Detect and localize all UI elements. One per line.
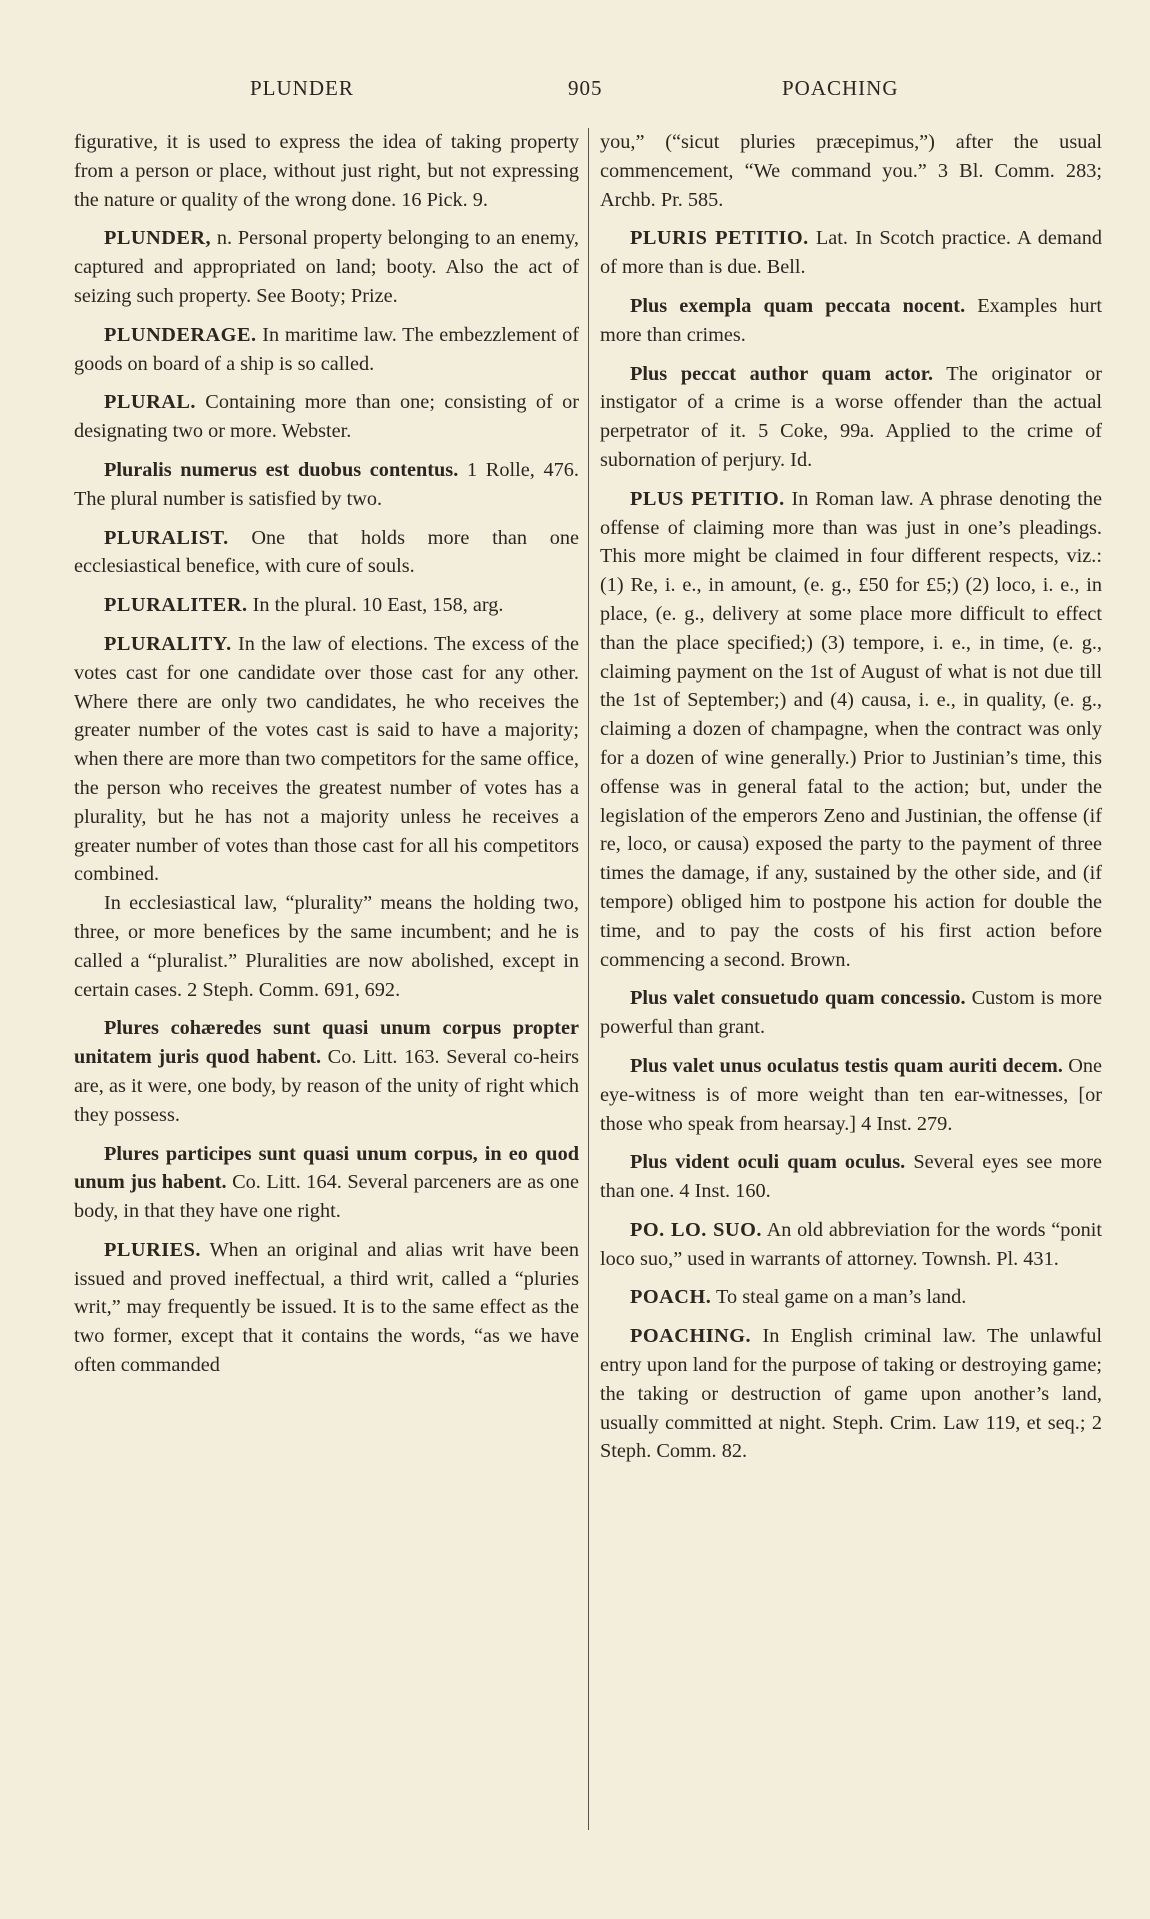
entry: Plus peccat author quam actor. The originator or instigator of a crime is a worse offender than the actual perpetrator of it. 5 Coke, 99a. Applied to the crime of subornation of perjury. Id.: [600, 362, 1102, 471]
headword: PLURIES.: [104, 1238, 201, 1261]
entry: POACHING. In English criminal law. The unlawful entry upon land for the purpose of taking or destroying game; the taking or destruction of game upon another’s land, usually committed at night. Steph. Crim. Law 119, et seq.; 2 Steph. Comm. 82.: [600, 1325, 1102, 1463]
entry: Plus valet consuetudo quam concessio. Custom is more powerful than grant.: [600, 987, 1102, 1039]
headword: POACH.: [630, 1286, 712, 1309]
entry: Plus valet unus oculatus testis quam auriti decem. One eye-witness is of more weight than ten ear-witnesses, [or those who speak from hearsay.] 4 Inst. 279.: [600, 1054, 1103, 1135]
entry: Plus exempla quam peccata nocent. Examples hurt more than crimes.: [600, 294, 1102, 346]
entry: Plures cohæredes sunt quasi unum corpus propter unitatem juris quod habent. Co. Litt. 163. Several co-heirs are, as it were, one body, by reason of the unity of right which they possess.: [74, 1017, 579, 1126]
entry: PLURIS PETITIO. Lat. In Scotch practice. A demand of more than is due. Bell.: [600, 227, 1102, 279]
headword: PLURAL.: [104, 391, 196, 414]
headword: PLURIS PETITIO.: [630, 227, 809, 250]
maxim: Plus peccat author quam actor.: [630, 362, 934, 385]
maxim: Plus exempla quam peccata nocent.: [630, 294, 966, 317]
column-divider: [588, 128, 589, 1830]
entry: PO. LO. SUO. An old abbreviation for the words “ponit loco suo,” used in warrants of attorney. Townsh. Pl. 431.: [600, 1218, 1102, 1270]
entry-paragraph: In ecclesiastical law, “plurality” means the holding two, three, or more benefices by the same incumbent; and he is called a “pluralist.” Pluralities are now abolished, except in certain cases. 2 Steph. Comm. 691, 692.: [74, 892, 579, 1001]
left-column: [74, 128, 579, 1390]
entry: Plus vident oculi quam oculus. Several eyes see more than one. 4 Inst. 160.: [600, 1151, 1103, 1203]
entry: PLURAL. Containing more than one; consisting of or designating two or more. Webster.: [74, 391, 579, 443]
entry: PLURALITY. In the law of elections. The excess of the votes cast for one candidate over those cast for any other. Where there are only two candidates, he who receives the greater number of the votes cast is said to have a majority; when there are more than two competitors for the same office, the person who receives the greatest number of votes has a plurality, but he has not a majority unless he receives a greater number of votes than those cast for all his competitors combined.: [74, 632, 579, 886]
headword: PLUNDER,: [104, 227, 212, 250]
page-number: 905: [568, 76, 603, 100]
headword: PLURALIST.: [104, 526, 229, 549]
entry: PLUNDER, n. Personal property belonging to an enemy, captured and appropriated on land; booty. Also the act of seizing such property. See Booty; Prize.: [74, 227, 579, 307]
entry: Pluralis numerus est duobus contentus. 1 Rolle, 476. The plural number is satisfied by two.: [74, 458, 579, 510]
entry: PLUNDERAGE. In maritime law. The embezzlement of goods on board of a ship is so called.: [74, 323, 579, 375]
entry: PLURALITER. In the plural. 10 East, 158, arg.: [104, 594, 504, 617]
headword: PO. LO. SUO.: [630, 1218, 762, 1241]
entry: PLURIES. When an original and alias writ have been issued and proved ineffectual, a third writ, called a “pluries writ,” may frequently be issued. It is to the same effect as the two former, except that it contains the words, “as we have often commanded: [74, 1238, 579, 1377]
running-head: [0, 76, 1150, 106]
maxim: Plus vident oculi quam oculus.: [630, 1151, 906, 1174]
headword: PLURALITY.: [104, 632, 232, 655]
headword: PLUS PETITIO.: [630, 487, 785, 510]
entry: figurative, it is used to express the idea of taking property from a person or place, without just right, but not expressing the nature or quality of the wrong done. 16 Pick. 9.: [74, 131, 579, 211]
maxim: Plures participes sunt quasi unum corpus, in eo quod unum jus habent.: [74, 1142, 579, 1194]
headword: POACHING.: [630, 1325, 752, 1348]
maxim: Plus valet unus oculatus testis quam auriti decem.: [630, 1054, 1063, 1077]
maxim: Pluralis numerus est duobus contentus.: [104, 458, 459, 481]
entry: you,” (“sicut pluries præcepimus,”) after the usual commencement, “We command you.” 3 Bl. Comm. 283; Archb. Pr. 585.: [600, 131, 1102, 211]
entry: PLUS PETITIO. In Roman law. A phrase denoting the offense of claiming more than was just in one’s pleadings. This more might be claimed in four different respects, viz.: (1) Re, i. e., in amount, (e. g., £50 for £5;) (2) loco, i. e., in place, (e. g., delivery at some place more difficult to effect than the place specified;) (3) tempore, i. e., in time, (e. g., claiming payment on the 1st of August of what is not due till the 1st of September;) and (4) causa, i. e., in quality, (e. g., claiming a dozen of champagne, when the contract was only for a dozen of wine generally.) Prior to Justinian’s time, this offense was in general fatal to the action; but, under the legislation of the emperors Zeno and Justinian, the offense (if re, loco, or causa) exposed the party to the payment of three times the damage, if any, sustained by the other side, and (if tempore) obliged him to postpone his action for double the time, and to pay the costs of his first action before commencing a second. Brown.: [600, 487, 1102, 971]
maxim: Plus valet consuetudo quam concessio.: [630, 987, 966, 1010]
entry: POACH. To steal game on a man’s land.: [630, 1286, 967, 1309]
entry: Plures participes sunt quasi unum corpus, in eo quod unum jus habent. Co. Litt. 164. Several parceners are as one body, in that they have one right.: [74, 1142, 579, 1223]
maxim: Plures cohæredes sunt quasi unum corpus propter unitatem juris quod habent.: [74, 1017, 579, 1069]
headword: PLURALITER.: [104, 594, 248, 617]
header-left-word: PLUNDER: [250, 76, 354, 100]
headword: PLUNDERAGE.: [104, 323, 257, 346]
entry: PLURALIST. One that holds more than one ecclesiastical benefice, with cure of souls.: [74, 526, 579, 578]
right-column: [600, 128, 1102, 1476]
header-right-word: POACHING: [782, 76, 899, 100]
